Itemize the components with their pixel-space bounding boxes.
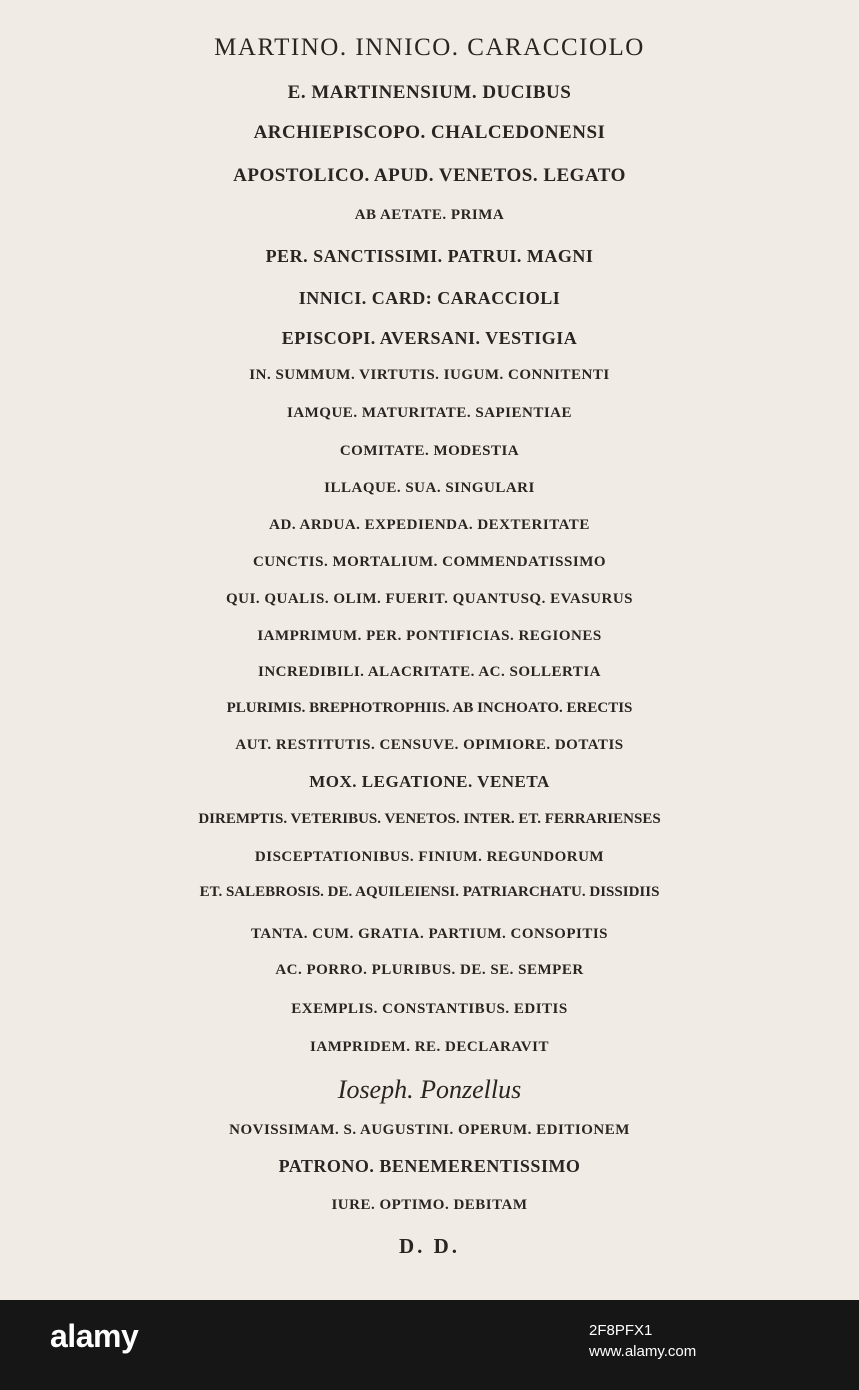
inscription-line: AC. PORRO. PLURIBUS. DE. SE. SEMPER	[275, 962, 584, 978]
inscription-line: DISCEPTATIONIBUS. FINIUM. REGUNDORUM	[254, 849, 605, 865]
inscription-line: CUNCTIS. MORTALIUM. COMMENDATISSIMO	[252, 554, 607, 570]
inscription-line: EPISCOPI. AVERSANI. VESTIGIA	[281, 328, 578, 348]
watermark-logo: alamy	[50, 1318, 139, 1354]
watermark-url: www.alamy.com	[589, 1343, 697, 1360]
inscription-line: MARTINO. INNICO. CARACCIOLO	[214, 34, 645, 61]
inscription-line: AUT. RESTITUTIS. CENSUVE. OPIMIORE. DOTATIS	[235, 737, 624, 753]
inscription-line: TANTA. CUM. GRATIA. PARTIUM. CONSOPITIS	[250, 926, 609, 942]
watermark-footer	[0, 1300, 859, 1390]
watermark-image-id: 2F8PFX1	[589, 1322, 653, 1339]
inscription-line: IN. SUMMUM. VIRTUTIS. IUGUM. CONNITENTI	[249, 367, 610, 383]
inscription-line: PLURIMIS. BREPHOTROPHIIS. AB INCHOATO. ERECTIS	[226, 700, 633, 716]
inscription-line: NOVISSIMAM. S. AUGUSTINI. OPERUM. EDITIONEM	[229, 1122, 630, 1138]
inscription-line: PER. SANCTISSIMI. PATRUI. MAGNI	[265, 246, 594, 266]
inscription-line: COMITATE. MODESTIA	[339, 443, 520, 459]
inscription-line: IAMQUE. MATURITATE. SAPIENTIAE	[286, 405, 573, 421]
inscription-line: ILLAQUE. SUA. SINGULARI	[324, 480, 535, 496]
inscription-line: IAMPRIMUM. PER. PONTIFICIAS. REGIONES	[257, 628, 602, 644]
inscription-line: MOX. LEGATIONE. VENETA	[309, 772, 550, 791]
inscription-line: IURE. OPTIMO. DEBITAM	[331, 1197, 528, 1213]
inscription-line: DIREMPTIS. VETERIBUS. VENETOS. INTER. ET. FERRARIENSES	[198, 811, 661, 827]
inscription-line: INNICI. CARD: CARACCIOLI	[298, 288, 561, 308]
inscription-line: QUI. QUALIS. OLIM. FUERIT. QUANTUSQ. EVASURUS	[225, 591, 633, 607]
watermark-info	[589, 1322, 819, 1360]
inscription-line: APOSTOLICO. APUD. VENETOS. LEGATO	[233, 165, 626, 186]
inscription-line: D. D.	[398, 1234, 461, 1258]
inscription-line: AB AETATE. PRIMA	[354, 207, 505, 223]
inscription-line: AD. ARDUA. EXPEDIENDA. DEXTERITATE	[269, 517, 590, 533]
inscription-line: ARCHIEPISCOPO. CHALCEDONENSI	[253, 122, 606, 143]
inscription-line: IAMPRIDEM. RE. DECLARAVIT	[310, 1039, 549, 1055]
inscription-line: INCREDIBILI. ALACRITATE. AC. SOLLERTIA	[257, 664, 601, 680]
signature-line: Ioseph. Ponzellus	[337, 1075, 522, 1104]
inscription-line: PATRONO. BENEMERENTISSIMO	[278, 1156, 581, 1176]
inscription-line: ET. SALEBROSIS. DE. AQUILEIENSI. PATRIARCHATU. DISSIDIIS	[199, 884, 660, 900]
inscription-line: E. MARTINENSIUM. DUCIBUS	[287, 82, 572, 103]
inscription-line: EXEMPLIS. CONSTANTIBUS. EDITIS	[291, 1001, 568, 1017]
